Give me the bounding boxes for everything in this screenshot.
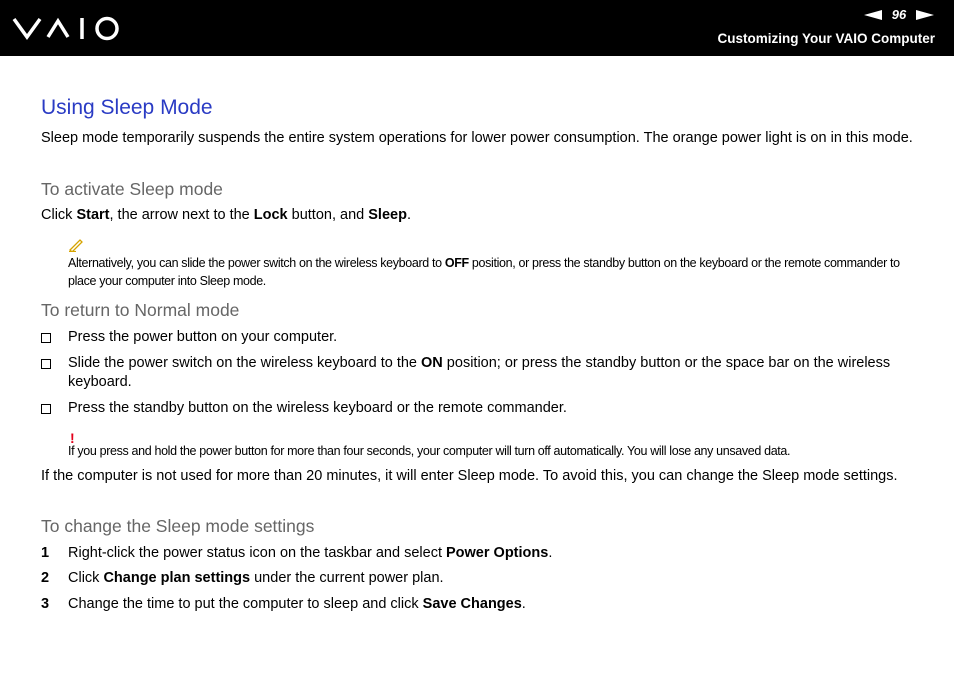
page-title: Using Sleep Mode <box>41 96 213 119</box>
activate-instruction: Click Start, the arrow next to the Lock button, and Sleep. <box>41 207 411 223</box>
step-item: 3 Change the time to put the computer to sleep and click Save Changes. <box>41 596 526 612</box>
activate-heading: To activate Sleep mode <box>41 179 223 199</box>
previous-page-arrow-icon[interactable] <box>864 10 882 20</box>
note-text: Alternatively, you can slide the power switch on the wireless keyboard to OFF position, or press the standby button on the keyboard or the remote commander to place your computer into Sleep mode. <box>68 256 900 288</box>
checkbox-bullet-icon <box>41 404 51 414</box>
page-navigation <box>864 7 934 22</box>
vaio-logo <box>12 15 122 43</box>
section-title: Customizing Your VAIO Computer <box>717 31 935 46</box>
change-heading: To change the Sleep mode settings <box>41 516 315 536</box>
list-item: Slide the power switch on the wireless keyboard to the ON position; or press the standby button or the space bar on the wireless keyboard. <box>41 354 913 392</box>
pencil-note-icon <box>68 238 84 252</box>
step-item: 2 Click Change plan settings under the current power plan. <box>41 570 444 586</box>
intro-paragraph: Sleep mode temporarily suspends the entire system operations for lower power consumption. The orange power light is on in this mode. <box>41 130 913 146</box>
warning-icon: ! <box>70 430 75 446</box>
checkbox-bullet-icon <box>41 359 51 369</box>
list-item: Press the standby button on the wireless keyboard or the remote commander. <box>41 399 913 418</box>
step-number: 3 <box>41 596 50 612</box>
page-header <box>0 0 954 56</box>
page-number: 96 <box>891 7 907 22</box>
checkbox-bullet-icon <box>41 333 51 343</box>
next-page-arrow-icon[interactable] <box>916 10 934 20</box>
idle-paragraph: If the computer is not used for more than 20 minutes, it will enter Sleep mode. To avoid this, you can change the Sleep mode settings. <box>41 468 898 484</box>
step-number: 1 <box>41 545 50 561</box>
step-item: 1 Right-click the power status icon on the taskbar and select Power Options. <box>41 545 553 561</box>
warning-text: If you press and hold the power button for more than four seconds, your computer will turn off automatically. You will lose any unsaved data. <box>68 444 791 458</box>
list-item: Press the power button on your computer. <box>41 328 913 347</box>
return-heading: To return to Normal mode <box>41 300 240 320</box>
step-number: 2 <box>41 570 50 586</box>
